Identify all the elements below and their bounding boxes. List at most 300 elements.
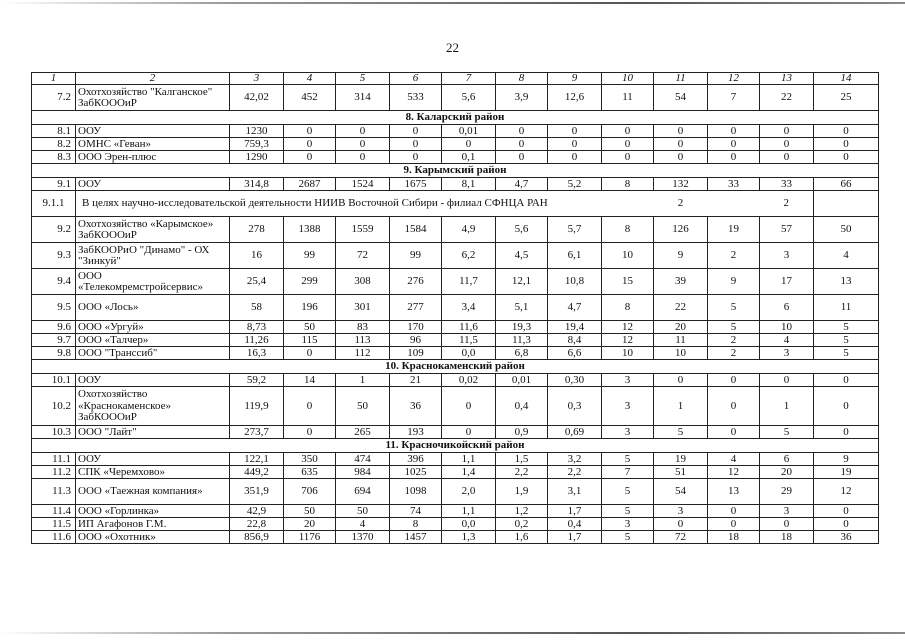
table-cell: 1675 [390,178,442,191]
table-cell: 57 [760,217,814,243]
table-cell: 5 [708,295,760,321]
scan-edge-top [0,2,905,4]
table-cell: 10 [654,347,708,360]
table-cell: 25,4 [230,269,284,295]
organization-name: ЗабКООРиО "Динамо" - ОХ "Зинкуй" [76,243,230,269]
table-cell: 5,6 [442,85,496,111]
table-cell: 18 [760,531,814,544]
organization-name: ООО «Лось» [76,295,230,321]
table-cell: 109 [390,347,442,360]
table-cell: 314,8 [230,178,284,191]
table-cell: 308 [336,269,390,295]
table-cell: 11 [602,85,654,111]
table-cell: 0 [654,125,708,138]
table-cell: 0,02 [442,374,496,387]
table-row [32,334,879,347]
table-cell: 0 [708,505,760,518]
table-cell: 2 [708,347,760,360]
table-cell: 126 [654,217,708,243]
table-cell: 8,4 [548,334,602,347]
column-header: 8 [496,73,548,85]
table-cell: 50 [336,505,390,518]
table-cell: 3,4 [442,295,496,321]
table-cell: 5 [602,479,654,505]
organization-name: Охотхозяйство «Краснокаменское» ЗабКОООиР [76,387,230,426]
table-cell: 54 [654,479,708,505]
table-cell: 12 [814,479,879,505]
table-cell: 278 [230,217,284,243]
organization-name: ООО «Охотник» [76,531,230,544]
table-cell: 0,4 [548,518,602,531]
table-cell: 2 [760,191,814,217]
column-header: 1 [32,73,76,85]
table-cell: 33 [708,178,760,191]
table-cell: 299 [284,269,336,295]
table-cell: 54 [654,85,708,111]
table-row [32,518,879,531]
table-cell: 0 [654,138,708,151]
row-number: 9.6 [32,321,76,334]
row-number: 8.1 [32,125,76,138]
column-header: 5 [336,73,390,85]
table-cell: 5 [602,505,654,518]
table-row [32,85,879,111]
table-cell: 0 [496,125,548,138]
table-cell: 6,8 [496,347,548,360]
table-cell: 50 [814,217,879,243]
table-cell: 74 [390,505,442,518]
row-number: 9.3 [32,243,76,269]
table-cell: 6,1 [548,243,602,269]
column-header: 6 [390,73,442,85]
table-cell: 0 [602,151,654,164]
table-cell: 19 [814,466,879,479]
table-row [32,151,879,164]
table-cell: 72 [654,531,708,544]
organization-name: ООУ [76,125,230,138]
table-row [32,217,879,243]
table-cell: 0 [336,138,390,151]
table-cell: 8 [602,178,654,191]
column-header: 3 [230,73,284,85]
organization-name: ООО «Телекомремстройсервис» [76,269,230,295]
table-cell: 1,4 [442,466,496,479]
table-cell: 3 [760,347,814,360]
table-cell: 3 [602,518,654,531]
table-cell: 0 [336,151,390,164]
table-cell: 96 [390,334,442,347]
table-cell: 8 [602,295,654,321]
table-cell: 0 [390,125,442,138]
table-cell: 2,2 [496,466,548,479]
empty-cell [708,191,760,217]
table-cell: 2 [708,243,760,269]
table-cell: 8,1 [442,178,496,191]
row-number: 11.2 [32,466,76,479]
table-cell: 119,9 [230,387,284,426]
table-cell: 0 [284,125,336,138]
table-cell: 635 [284,466,336,479]
table-cell: 4 [708,453,760,466]
table-cell: 5,1 [496,295,548,321]
table-cell: 4,7 [496,178,548,191]
table-cell: 1098 [390,479,442,505]
table-cell: 3 [760,243,814,269]
table-cell: 11 [814,295,879,321]
table-cell: 4 [760,334,814,347]
row-number: 11.1 [32,453,76,466]
table-cell: 196 [284,295,336,321]
table-cell: 25 [814,85,879,111]
table-cell: 0 [284,426,336,439]
row-number: 8.2 [32,138,76,151]
column-header: 7 [442,73,496,85]
column-header-row [32,73,879,85]
table-cell: 0 [442,138,496,151]
table-cell: 1,2 [496,505,548,518]
row-number: 9.1 [32,178,76,191]
table-cell: 706 [284,479,336,505]
table-row [32,347,879,360]
table-cell: 113 [336,334,390,347]
organization-name: ОМНС «Геван» [76,138,230,151]
table-cell: 59,2 [230,374,284,387]
table-cell: 0 [814,125,879,138]
column-header: 9 [548,73,602,85]
table-cell: 4 [814,243,879,269]
table-cell: 16 [230,243,284,269]
table-row [32,321,879,334]
table-cell: 8,73 [230,321,284,334]
table-row [32,479,879,505]
table-cell: 694 [336,479,390,505]
table-cell: 0 [814,387,879,426]
table-cell: 1559 [336,217,390,243]
table-cell: 19,3 [496,321,548,334]
table-cell: 4,9 [442,217,496,243]
table-cell: 0 [284,387,336,426]
table-cell: 314 [336,85,390,111]
table-cell: 50 [336,387,390,426]
table-cell: 0 [548,125,602,138]
table-cell: 4,5 [496,243,548,269]
table-cell: 0,01 [442,125,496,138]
table-cell: 3 [602,387,654,426]
table-body [32,73,879,544]
table-cell: 0 [654,151,708,164]
table-cell: 273,7 [230,426,284,439]
table-cell: 18 [708,531,760,544]
table-cell: 0,0 [442,518,496,531]
table-cell: 66 [814,178,879,191]
table-cell: 11 [654,334,708,347]
table-cell: 0 [284,151,336,164]
table-row [32,374,879,387]
table-cell: 0 [390,138,442,151]
table-cell: 277 [390,295,442,321]
table-cell: 0 [814,426,879,439]
table-cell: 112 [336,347,390,360]
table-cell: 0,3 [548,387,602,426]
table-cell: 0 [814,518,879,531]
organization-name: ООО «Талчер» [76,334,230,347]
table-cell: 10 [760,321,814,334]
table-cell: 0,9 [496,426,548,439]
table-cell: 0,30 [548,374,602,387]
table-cell: 10,8 [548,269,602,295]
table-cell: 1388 [284,217,336,243]
table-cell: 301 [336,295,390,321]
table-cell: 3 [654,505,708,518]
organization-name: Охотхозяйство "Калганское" ЗабКОООиР [76,85,230,111]
section-heading-row [32,439,879,453]
table-cell: 50 [284,505,336,518]
table-cell: 5,6 [496,217,548,243]
row-number: 10.2 [32,387,76,426]
table-cell: 19 [654,453,708,466]
table-cell: 1584 [390,217,442,243]
table-cell: 12,1 [496,269,548,295]
table-cell: 12,6 [548,85,602,111]
table-cell: 1,7 [548,505,602,518]
table-cell: 0 [442,387,496,426]
table-row [32,295,879,321]
column-header: 14 [814,73,879,85]
organization-name: ООУ [76,178,230,191]
row-number: 7.2 [32,85,76,111]
table-row [32,178,879,191]
table-cell: 21 [390,374,442,387]
table-cell: 3 [760,505,814,518]
table-cell: 5,2 [548,178,602,191]
row-number: 9.1.1 [32,191,76,217]
table-cell: 13 [814,269,879,295]
table-cell: 0,4 [496,387,548,426]
table-row [32,426,879,439]
table-cell: 20 [284,518,336,531]
table-cell: 5 [602,453,654,466]
table-cell: 0,69 [548,426,602,439]
row-number: 10.3 [32,426,76,439]
table-cell: 2,0 [442,479,496,505]
table-cell: 5 [602,531,654,544]
row-number: 10.1 [32,374,76,387]
table-cell: 3,1 [548,479,602,505]
table-cell: 11,3 [496,334,548,347]
table-cell: 99 [284,243,336,269]
table-cell: 0,0 [442,347,496,360]
table-cell: 449,2 [230,466,284,479]
table-cell: 22 [760,85,814,111]
organization-name: ООО "Транссиб" [76,347,230,360]
table-cell: 0,2 [496,518,548,531]
section-title: 10. Краснокаменский район [32,360,879,374]
column-header: 13 [760,73,814,85]
empty-cell [814,191,879,217]
table-cell: 5 [814,347,879,360]
table-row [32,466,879,479]
row-number: 11.4 [32,505,76,518]
table-cell: 11,26 [230,334,284,347]
table-cell: 5 [814,334,879,347]
table-cell: 4,7 [548,295,602,321]
table-cell: 10 [602,243,654,269]
table-cell: 474 [336,453,390,466]
table-cell: 2,2 [548,466,602,479]
table-cell: 0,1 [442,151,496,164]
table-cell: 36 [814,531,879,544]
table-cell: 42,9 [230,505,284,518]
table-cell: 2 [654,191,708,217]
table-cell: 0 [496,138,548,151]
table-row [32,243,879,269]
table-cell: 5 [814,321,879,334]
table-cell: 0 [336,125,390,138]
table-cell: 1230 [230,125,284,138]
table-cell: 0 [814,505,879,518]
table-cell: 0 [442,426,496,439]
table-cell: 29 [760,479,814,505]
table-row [32,125,879,138]
table-cell: 11,5 [442,334,496,347]
table-cell: 0 [548,151,602,164]
table-cell: 0 [760,374,814,387]
table-cell: 1,1 [442,505,496,518]
organization-name: ООО «Таежная компания» [76,479,230,505]
table-cell: 3,9 [496,85,548,111]
table-cell: 5 [708,321,760,334]
table-cell: 7 [602,466,654,479]
section-title: 9. Карымский район [32,164,879,178]
table-cell: 6 [760,295,814,321]
table-cell: 6,2 [442,243,496,269]
table-cell: 99 [390,243,442,269]
table-cell: 1 [760,387,814,426]
table-cell: 0 [814,138,879,151]
table-cell: 193 [390,426,442,439]
table-cell: 0 [602,125,654,138]
table-cell: 276 [390,269,442,295]
table-cell: 0 [284,347,336,360]
table-cell: 1457 [390,531,442,544]
table-cell: 11,6 [442,321,496,334]
row-number: 9.8 [32,347,76,360]
table-cell: 1 [336,374,390,387]
table-cell: 6,6 [548,347,602,360]
section-title: 8. Каларский район [32,111,879,125]
table-cell: 22 [654,295,708,321]
empty-cell [602,191,654,217]
organization-name: ООУ [76,374,230,387]
table-cell: 0 [708,138,760,151]
table-cell: 132 [654,178,708,191]
table-note-row [32,191,879,217]
table-cell: 14 [284,374,336,387]
table-cell: 0 [708,374,760,387]
table-cell: 0 [708,387,760,426]
table-row [32,531,879,544]
row-number: 11.3 [32,479,76,505]
table-cell: 1370 [336,531,390,544]
column-header: 4 [284,73,336,85]
scan-edge-bottom [0,632,905,634]
section-title: 11. Красночикойский район [32,439,879,453]
table-cell: 0 [654,518,708,531]
organization-name: СПК «Черемхово» [76,466,230,479]
table-cell: 115 [284,334,336,347]
table-cell: 22,8 [230,518,284,531]
organization-name: Охотхозяйство «Карымское» ЗабКОООиР [76,217,230,243]
table-cell: 20 [654,321,708,334]
table-cell: 9 [654,243,708,269]
table-cell: 0 [548,138,602,151]
table-cell: 2687 [284,178,336,191]
table-cell: 351,9 [230,479,284,505]
table-cell: 533 [390,85,442,111]
row-number: 11.5 [32,518,76,531]
table-cell: 0 [496,151,548,164]
table-cell: 170 [390,321,442,334]
table-cell: 39 [654,269,708,295]
table-cell: 17 [760,269,814,295]
row-number: 8.3 [32,151,76,164]
table-cell: 1,5 [496,453,548,466]
table-cell: 20 [760,466,814,479]
table-cell: 1524 [336,178,390,191]
table-row [32,269,879,295]
table-cell: 1,3 [442,531,496,544]
table-cell: 0 [708,518,760,531]
organization-name: ООУ [76,453,230,466]
table-cell: 8 [602,217,654,243]
table-cell: 3,2 [548,453,602,466]
organization-name: ООО Эрен-плюс [76,151,230,164]
table-cell: 122,1 [230,453,284,466]
table-cell: 2 [708,334,760,347]
table-cell: 72 [336,243,390,269]
table-row [32,505,879,518]
table-cell: 1290 [230,151,284,164]
section-heading-row [32,360,879,374]
table-cell: 3 [602,374,654,387]
table-cell: 4 [336,518,390,531]
table-row [32,138,879,151]
table-cell: 396 [390,453,442,466]
table-cell: 350 [284,453,336,466]
column-header: 2 [76,73,230,85]
table-cell: 984 [336,466,390,479]
table-cell: 1025 [390,466,442,479]
row-number: 9.7 [32,334,76,347]
table-cell: 856,9 [230,531,284,544]
note-text: В целях научно-исследовательской деятельности НИИВ Восточной Сибири - филиал СФНЦА РАН [76,191,602,217]
table-cell: 6 [760,453,814,466]
table-cell: 19,4 [548,321,602,334]
organization-name: ИП Агафонов Г.М. [76,518,230,531]
table-cell: 15 [602,269,654,295]
table-cell: 1 [654,387,708,426]
table-cell: 0 [760,125,814,138]
row-number: 9.5 [32,295,76,321]
row-number: 9.2 [32,217,76,243]
table-row [32,387,879,426]
table-cell: 16,3 [230,347,284,360]
table-cell: 0 [602,138,654,151]
row-number: 11.6 [32,531,76,544]
table-cell: 5,7 [548,217,602,243]
table-cell: 12 [708,466,760,479]
table-cell: 19 [708,217,760,243]
